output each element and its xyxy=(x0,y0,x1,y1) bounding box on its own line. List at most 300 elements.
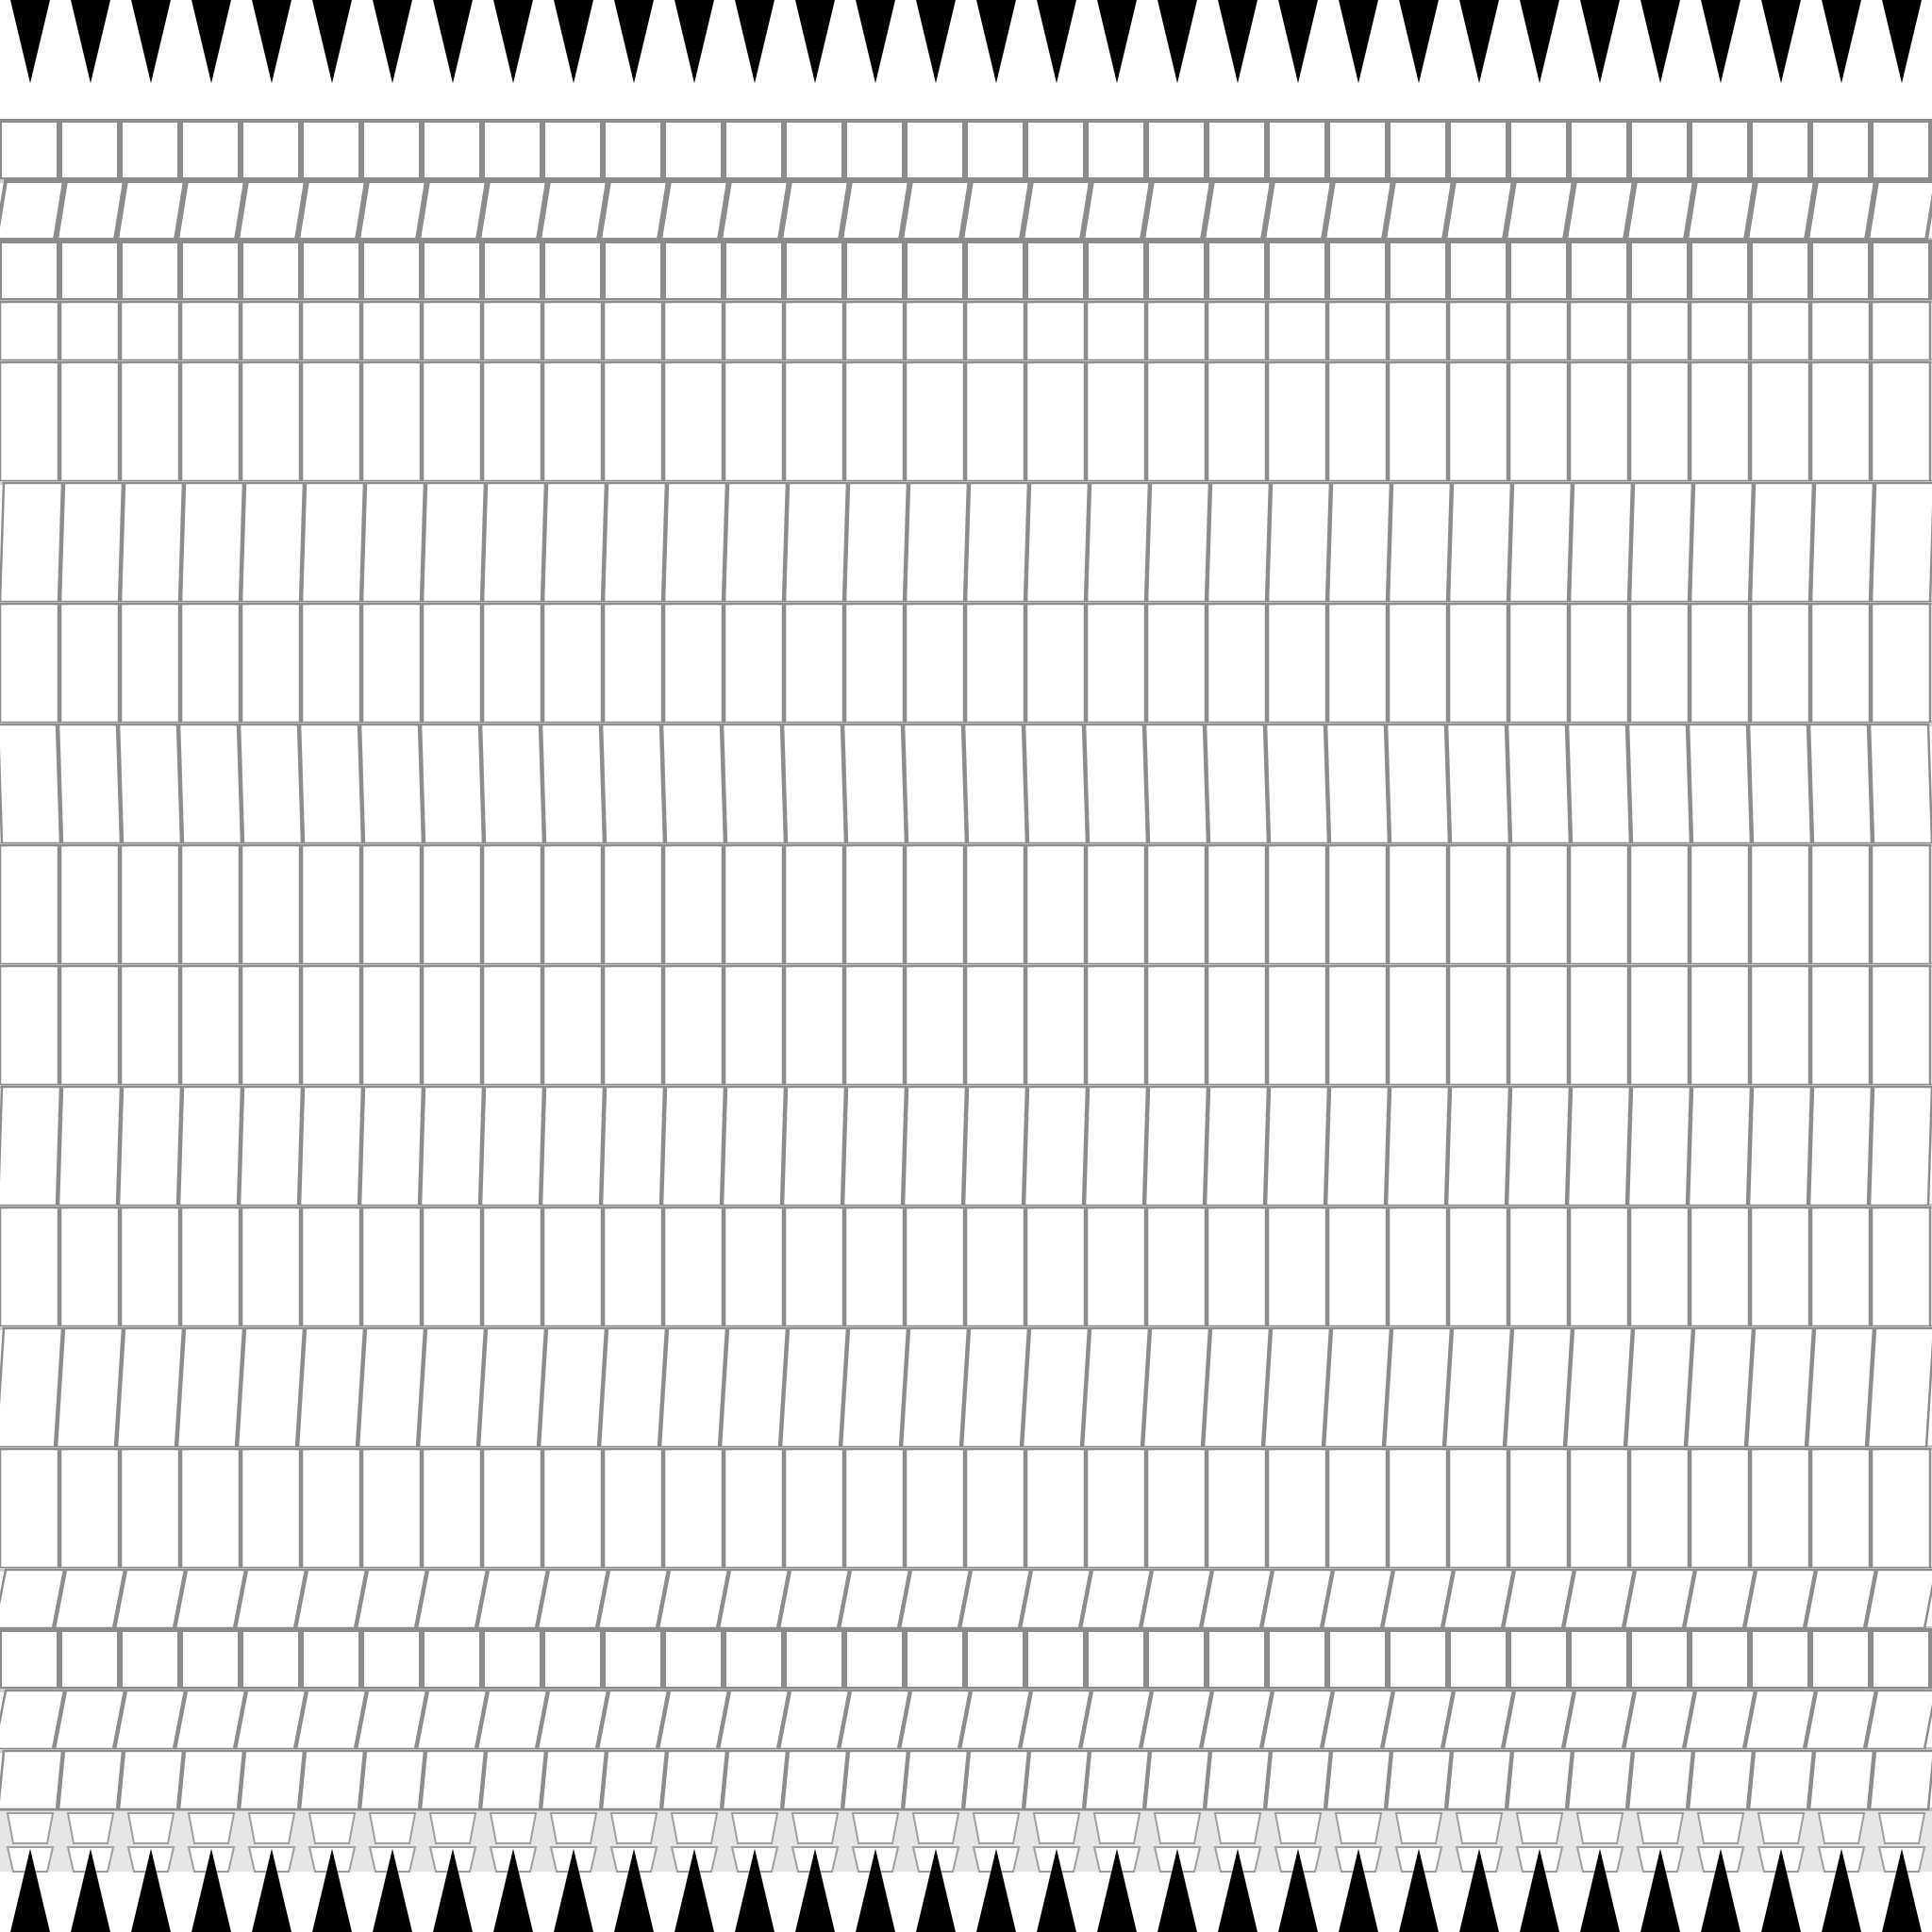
grid-cell xyxy=(1083,181,1151,240)
grid-cell xyxy=(962,1328,1028,1447)
grid-cell xyxy=(1690,302,1749,360)
grid-cell xyxy=(1449,362,1507,481)
bottom-band-cell xyxy=(853,1813,898,1843)
grid-cell xyxy=(1023,1328,1089,1447)
grid-cell xyxy=(1624,1690,1694,1749)
grid-cell xyxy=(362,1630,421,1689)
grid-cell xyxy=(1208,362,1266,481)
grid-cell xyxy=(783,1751,847,1809)
grid-cell xyxy=(604,1630,662,1689)
grid-cell xyxy=(302,1449,360,1568)
grid-cell xyxy=(1509,302,1568,360)
grid-cell xyxy=(60,121,119,179)
top-tooth xyxy=(192,0,231,83)
grid-cell xyxy=(845,302,904,360)
grid-cell xyxy=(906,1208,964,1326)
grid-cell xyxy=(604,604,662,723)
grid-cell xyxy=(662,724,724,843)
grid-cell xyxy=(658,1690,728,1749)
top-tooth xyxy=(1459,0,1499,83)
grid-cell xyxy=(483,362,541,481)
grid-cell xyxy=(60,302,119,360)
top-tooth xyxy=(493,0,533,83)
grid-cell xyxy=(662,1087,724,1206)
grid-cell xyxy=(302,1630,360,1689)
grid-cell xyxy=(121,966,179,1085)
grid-cell xyxy=(1204,1328,1270,1447)
grid-cell xyxy=(1509,1208,1568,1326)
grid-cell xyxy=(1811,1208,1870,1326)
grid-cell xyxy=(1690,121,1749,179)
grid-cell xyxy=(1570,242,1628,300)
grid-cell xyxy=(1026,362,1085,481)
grid-cell xyxy=(1630,362,1689,481)
grid-cell xyxy=(296,1570,366,1628)
grid-cell xyxy=(302,1208,360,1326)
grid-cell xyxy=(904,1087,966,1206)
grid-cell xyxy=(840,1570,909,1628)
grid-cell xyxy=(362,966,421,1085)
grid-cell xyxy=(604,121,662,179)
grid-cell xyxy=(423,845,481,964)
grid-cell xyxy=(1870,1087,1932,1206)
bottom-band-cell xyxy=(1215,1813,1260,1843)
grid-cell xyxy=(1690,483,1753,602)
grid-cell xyxy=(1811,121,1870,179)
grid-cell xyxy=(543,1630,602,1689)
grid-cell xyxy=(1202,1690,1272,1749)
grid-cell xyxy=(1751,845,1809,964)
grid-cell xyxy=(1504,1570,1574,1628)
grid-cell xyxy=(1872,604,1930,723)
grid-cell xyxy=(1449,845,1507,964)
grid-cell xyxy=(421,724,483,843)
grid-cell xyxy=(362,302,421,360)
grid-cell xyxy=(242,121,300,179)
top-tooth xyxy=(373,0,412,83)
top-tooth xyxy=(675,0,714,83)
grid-cell xyxy=(1389,604,1447,723)
grid-cell xyxy=(843,1087,906,1206)
grid-cell xyxy=(60,1630,119,1689)
grid-cell xyxy=(543,121,602,179)
grid-cell xyxy=(1145,1087,1208,1206)
grid-cell xyxy=(60,966,119,1085)
grid-cell xyxy=(423,121,481,179)
grid-cell xyxy=(181,1449,240,1568)
grid-cell xyxy=(1570,966,1628,1085)
grid-cell xyxy=(1809,1087,1872,1206)
grid-cell xyxy=(966,1630,1024,1689)
bottom-band-cell xyxy=(1698,1813,1743,1843)
grid-cell xyxy=(1570,604,1628,723)
grid-cell xyxy=(423,1208,481,1326)
grid-cell xyxy=(175,1690,245,1749)
grid-cell xyxy=(0,1328,62,1447)
grid-cell xyxy=(841,1328,908,1447)
grid-cell xyxy=(1690,966,1749,1085)
grid-cell xyxy=(1147,362,1206,481)
grid-cell xyxy=(664,242,723,300)
grid-cell xyxy=(543,966,602,1085)
grid-cell xyxy=(1751,1630,1809,1689)
bottom-band-cell xyxy=(1758,1813,1804,1843)
bottom-band-cell xyxy=(732,1813,777,1843)
grid-cell xyxy=(1268,1208,1326,1326)
grid-cell xyxy=(1266,1087,1328,1206)
grid-cell xyxy=(543,483,606,602)
grid-cell xyxy=(1872,845,1930,964)
grid-cell xyxy=(296,1690,366,1749)
grid-cell xyxy=(1087,845,1145,964)
grid-cell xyxy=(604,966,662,1085)
grid-cell xyxy=(785,121,843,179)
grid-cell xyxy=(843,1751,908,1809)
grid-cell xyxy=(119,1751,183,1809)
bottom-band-cell xyxy=(1396,1813,1441,1843)
cell-row xyxy=(0,119,1932,181)
grid-cell xyxy=(1087,1449,1145,1568)
bottom-band-cell xyxy=(8,1813,53,1843)
bottom-band-cell xyxy=(1819,1813,1864,1843)
grid-cell xyxy=(423,1449,481,1568)
bottom-band-cell xyxy=(491,1813,536,1843)
grid-cell xyxy=(240,724,302,843)
grid-cell xyxy=(1872,1630,1930,1689)
grid-cell xyxy=(1811,362,1870,481)
grid-cell xyxy=(541,1087,604,1206)
grid-cell xyxy=(423,302,481,360)
top-tooth xyxy=(1339,0,1378,83)
grid-cell xyxy=(483,1449,541,1568)
grid-cell xyxy=(1509,242,1568,300)
grid-cell xyxy=(1023,181,1091,240)
grid-cell xyxy=(360,1751,425,1809)
grid-cell xyxy=(1026,1630,1085,1689)
grid-cell xyxy=(1026,302,1085,360)
grid-cell xyxy=(1389,966,1447,1085)
grid-cell xyxy=(1085,1751,1149,1809)
grid-cell xyxy=(1024,724,1087,843)
grid-cell xyxy=(358,181,426,240)
grid-cell xyxy=(60,242,119,300)
grid-cell xyxy=(1570,121,1628,179)
grid-cell xyxy=(1749,1087,1811,1206)
grid-cell xyxy=(1087,362,1145,481)
grid-cell xyxy=(664,1449,723,1568)
grid-cell xyxy=(1326,1087,1389,1206)
top-tooth xyxy=(1701,0,1740,83)
grid-cell xyxy=(1443,1570,1513,1628)
grid-cell xyxy=(724,1630,783,1689)
bottom-band-cell xyxy=(611,1813,657,1843)
grid-cell xyxy=(57,1328,123,1447)
grid-cell xyxy=(1262,1690,1332,1749)
grid-cell xyxy=(721,1328,787,1447)
grid-cell xyxy=(58,1087,121,1206)
top-tooth xyxy=(1822,0,1861,83)
grid-cell xyxy=(121,845,179,964)
grid-cell xyxy=(242,362,300,481)
grid-cell xyxy=(1566,181,1634,240)
grid-cell xyxy=(1208,604,1266,723)
grid-cell xyxy=(960,1690,1030,1749)
grid-cell xyxy=(1630,845,1689,964)
cell-row xyxy=(0,1447,1932,1570)
grid-cell xyxy=(966,604,1024,723)
grid-cell xyxy=(242,302,300,360)
top-tooth xyxy=(1278,0,1318,83)
grid-cell xyxy=(1328,966,1387,1085)
grid-cell xyxy=(240,1087,302,1206)
grid-cell xyxy=(242,1449,300,1568)
grid-cell xyxy=(1447,724,1509,843)
top-tooth xyxy=(614,0,654,83)
grid-cell xyxy=(1087,483,1149,602)
grid-cell xyxy=(1690,1630,1749,1689)
grid-cell xyxy=(58,724,121,843)
grid-cell xyxy=(845,604,904,723)
grid-cell xyxy=(1811,845,1870,964)
grid-cell xyxy=(302,362,360,481)
grid-cell xyxy=(785,1630,843,1689)
grid-cell xyxy=(483,966,541,1085)
grid-cell xyxy=(724,362,783,481)
grid-cell xyxy=(1449,1630,1507,1689)
grid-cell xyxy=(119,1087,181,1206)
grid-cell xyxy=(1872,121,1930,179)
grid-cell xyxy=(543,362,602,481)
grid-cell xyxy=(1024,1087,1087,1206)
grid-cell xyxy=(723,724,785,843)
grid-cell xyxy=(1449,302,1507,360)
grid-cell xyxy=(1323,1690,1392,1749)
grid-cell xyxy=(1745,1570,1815,1628)
grid-cell xyxy=(719,1690,789,1749)
grid-cell xyxy=(906,845,964,964)
grid-cell xyxy=(1872,1208,1930,1326)
grid-cell xyxy=(1630,1630,1689,1689)
grid-cell xyxy=(1509,845,1568,964)
grid-cell xyxy=(543,604,602,723)
grid-cell xyxy=(1872,362,1930,481)
grid-cell xyxy=(604,302,662,360)
top-tooth xyxy=(916,0,956,83)
grid-cell xyxy=(358,1328,425,1447)
cell-row xyxy=(0,1689,1932,1751)
grid-cell xyxy=(779,1570,849,1628)
grid-cell xyxy=(423,362,481,481)
grid-cell xyxy=(1145,1751,1209,1809)
grid-cell xyxy=(538,1570,608,1628)
grid-cell xyxy=(1447,1087,1509,1206)
grid-cell xyxy=(1751,1208,1809,1326)
grid-cell xyxy=(1389,242,1447,300)
grid-cell xyxy=(1506,181,1574,240)
grid-cell xyxy=(1449,483,1511,602)
grid-cell xyxy=(362,362,421,481)
grid-cell xyxy=(479,181,547,240)
grid-cell xyxy=(0,1630,58,1689)
bottom-band-cell xyxy=(1275,1813,1321,1843)
grid-cell xyxy=(906,483,968,602)
grid-cell xyxy=(481,1087,543,1206)
grid-cell xyxy=(664,604,723,723)
grid-cell xyxy=(1264,181,1332,240)
grid-cell xyxy=(1570,845,1628,964)
grid-cell xyxy=(723,1751,787,1809)
grid-cell xyxy=(423,483,485,602)
grid-cell xyxy=(483,302,541,360)
grid-cell xyxy=(1570,483,1632,602)
grid-cell xyxy=(845,1630,904,1689)
grid-cell xyxy=(1568,1751,1632,1809)
grid-cell xyxy=(785,242,843,300)
grid-cell xyxy=(904,1751,968,1809)
grid-cell xyxy=(1324,1328,1391,1447)
grid-cell xyxy=(1208,483,1270,602)
cell-row xyxy=(0,240,1932,302)
grid-cell xyxy=(1806,1570,1875,1628)
grid-cell xyxy=(604,483,666,602)
grid-cell xyxy=(1326,1751,1391,1809)
grid-cell xyxy=(664,845,723,964)
top-black-teeth-row xyxy=(10,0,1922,83)
grid-cell xyxy=(664,1208,723,1326)
grid-cell xyxy=(1268,1449,1326,1568)
grid-cell xyxy=(966,1449,1024,1568)
bottom-band-cell xyxy=(189,1813,234,1843)
grid-cell xyxy=(1509,1630,1568,1689)
grid-cell xyxy=(0,483,62,602)
grid-cell xyxy=(302,483,364,602)
top-tooth xyxy=(10,0,50,83)
grid-cell xyxy=(1328,1630,1387,1689)
grid-cell xyxy=(1509,604,1568,723)
cell-row xyxy=(0,964,1932,1087)
grid-cell xyxy=(1445,181,1513,240)
grid-cell xyxy=(1630,966,1689,1085)
grid-cell xyxy=(121,302,179,360)
grid-cell xyxy=(1868,181,1932,240)
grid-cell xyxy=(181,483,243,602)
grid-cell xyxy=(238,1328,304,1447)
grid-cell xyxy=(1087,604,1145,723)
bottom-band-cell xyxy=(672,1813,717,1843)
grid-cell xyxy=(1628,724,1690,843)
grid-cell xyxy=(845,242,904,300)
grid-cell xyxy=(419,181,487,240)
bottom-band-cell xyxy=(309,1813,355,1843)
grid-cell xyxy=(966,121,1024,179)
grid-cell xyxy=(1026,1208,1085,1326)
grid-cell xyxy=(1507,724,1570,843)
grid-cell xyxy=(1141,1690,1211,1749)
grid-cell xyxy=(1504,1690,1574,1749)
grid-cell xyxy=(121,483,183,602)
grid-cell xyxy=(1021,1690,1091,1749)
grid-cell xyxy=(60,483,123,602)
grid-cell xyxy=(121,242,179,300)
grid-cell xyxy=(1026,121,1085,179)
grid-cell xyxy=(179,1087,242,1206)
grid-cell xyxy=(1087,1208,1145,1326)
grid-cell xyxy=(0,121,58,179)
grid-cell xyxy=(0,1751,62,1809)
grid-cell xyxy=(1085,1087,1147,1206)
grid-cell xyxy=(724,483,787,602)
top-tooth xyxy=(976,0,1016,83)
grid-cell xyxy=(1208,121,1266,179)
cell-row xyxy=(0,179,1932,242)
grid-cell xyxy=(1449,242,1507,300)
grid-cell xyxy=(1807,181,1875,240)
grid-cell xyxy=(0,1570,64,1628)
grid-cell xyxy=(660,181,728,240)
grid-cell xyxy=(1026,242,1085,300)
grid-cell xyxy=(362,604,421,723)
grid-cell xyxy=(423,604,481,723)
grid-cell xyxy=(1811,604,1870,723)
grid-cell xyxy=(242,242,300,300)
grid-cell xyxy=(0,966,58,1085)
grid-cell xyxy=(785,1208,843,1326)
grid-cell xyxy=(181,966,240,1085)
grid-cell xyxy=(723,1087,785,1206)
grid-cell xyxy=(0,302,58,360)
grid-cell xyxy=(1866,1690,1932,1749)
bottom-band-cell xyxy=(249,1813,294,1843)
grid-cell xyxy=(1626,181,1694,240)
bottom-band-cell xyxy=(1638,1813,1683,1843)
grid-cell xyxy=(298,181,366,240)
grid-cell xyxy=(1809,1751,1874,1809)
grid-cell xyxy=(845,362,904,481)
grid-cell xyxy=(421,1751,485,1809)
grid-cell xyxy=(1087,242,1145,300)
grid-cell xyxy=(477,1690,547,1749)
top-tooth xyxy=(1037,0,1076,83)
grid-cell xyxy=(1266,724,1328,843)
grid-cell xyxy=(604,362,662,481)
grid-cell xyxy=(1268,1630,1326,1689)
grid-cell xyxy=(1208,1630,1266,1689)
top-tooth xyxy=(433,0,473,83)
grid-cell xyxy=(181,302,240,360)
grid-cell xyxy=(1509,362,1568,481)
grid-cell xyxy=(1021,1570,1091,1628)
grid-cell xyxy=(483,604,541,723)
grid-cell xyxy=(298,1328,364,1447)
grid-cell xyxy=(1389,1208,1447,1326)
grid-cell xyxy=(1811,242,1870,300)
top-tooth xyxy=(1218,0,1257,83)
grid-cell xyxy=(600,1328,666,1447)
grid-cell xyxy=(845,1208,904,1326)
top-tooth xyxy=(1158,0,1197,83)
grid-cell xyxy=(538,1690,608,1749)
grid-cell xyxy=(664,362,723,481)
grid-cell xyxy=(1751,302,1809,360)
grid-cell xyxy=(1872,302,1930,360)
grid-cell xyxy=(417,1690,487,1749)
grid-cell xyxy=(362,121,421,179)
grid-cell xyxy=(421,1087,483,1206)
grid-cell xyxy=(357,1570,426,1628)
grid-cell xyxy=(845,483,908,602)
grid-cell xyxy=(1268,302,1326,360)
grid-cell xyxy=(0,1690,64,1749)
